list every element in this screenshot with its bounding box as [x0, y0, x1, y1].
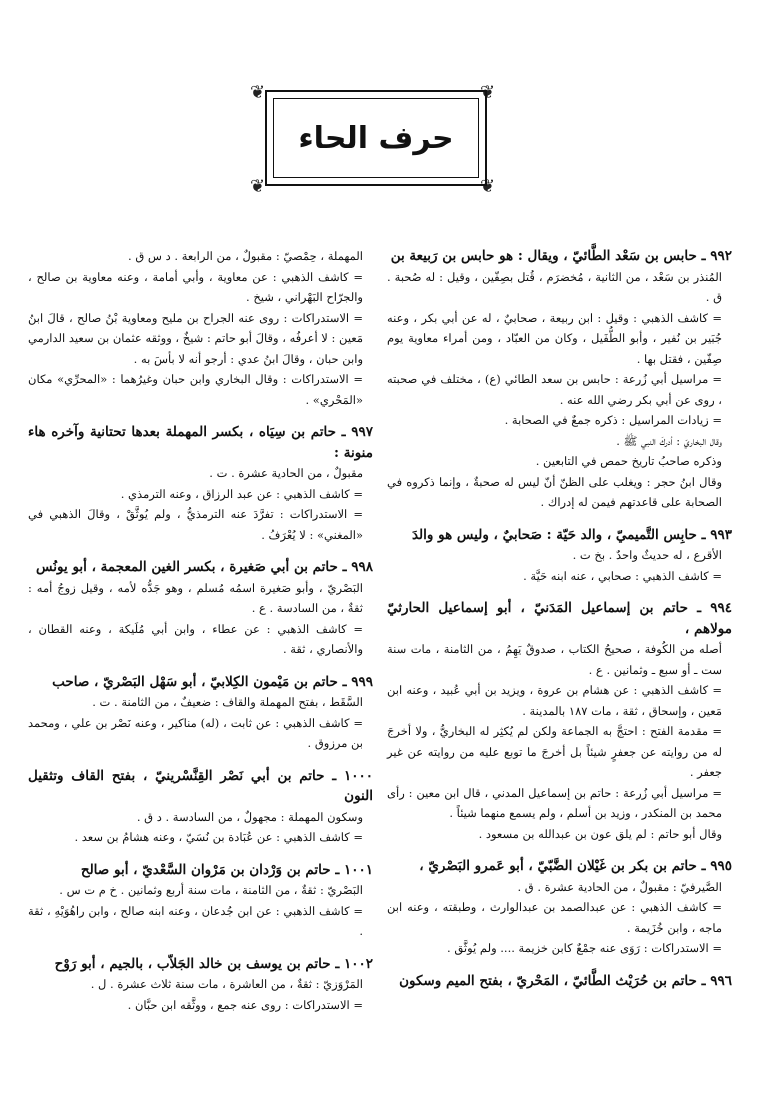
entry	[28, 672, 373, 754]
chapter-header-frame	[265, 90, 487, 186]
entry-text: = الاستدراكات : رَوَى عنه جمْعٌ كابن خزيمة .... ولم يُوثَّق .	[447, 941, 722, 955]
entry-heading: ٩٩٩ ـ حاتم بن مَيْمون الكِلابيّ ، أبو سَهْل البَصْريّ ، صاحب	[52, 673, 373, 690]
entry-text: = كاشف الذهبي : عن معاوية ، وأبي أمامة ، وعنه معاوية بن صالح ، والجرّاح البَهْراني ، شيخ .	[28, 269, 363, 304]
entry-text: وقال البخاريّ : أدركَ النبي ﷺ .	[616, 433, 722, 448]
entry	[28, 246, 373, 410]
entry-text: المَرْوَزيّ : ثقةٌ ، من العاشرة ، مات سنة ثلاث عشرة . ل .	[90, 977, 363, 991]
entry-heading: ١٠٠٢ ـ حاتم بن يوسف بن خالد الجَلاّب ، بالجيم ، أبو رَوْح	[54, 955, 373, 972]
entry-text: = كاشف الذهبي : عن عبدالصمد بن عبدالوارث ، وطبقته ، وعنه ابن ماجه ، وابن خُزَيمة .	[387, 900, 722, 935]
entry	[28, 954, 373, 1016]
entry-heading: ١٠٠١ ـ حاتم بن وَرْدان بن مَرْوان السَّعْديّ ، أبو صالح	[80, 861, 373, 878]
entry-heading: ٩٩٢ ـ حابس بن سَعْد الطَّائيّ ، ويقال : هو حابس بن رَبيعة بن	[390, 248, 732, 264]
entry-heading: ٩٩٤ ـ حاتم بن إسماعيل المَدَنيّ ، أبو إسماعيل الحارثيّ مولاهم ،	[387, 600, 732, 637]
entry-text: وقال ابنُ حجر : ويغلب على الظنّ أنّ ليس له صحبةٌ ، وإنما ذكروه في الصحابة على قاعدتهم فيمن له إدراك .	[387, 474, 722, 509]
entry-text: = الاستدراكات : روى عنه جمع ، ووثَّقه ابن حبَّان .	[127, 997, 363, 1012]
corner-ornament-icon: ❦	[480, 82, 496, 103]
entry-heading: ٩٩٧ ـ حاتم بن سِيَاه ، بكسر المهملة بعدها تحتانية وآخره هاء منونة :	[28, 424, 373, 461]
entry-text: مقبولٌ ، من الحادية عشرة . ت .	[209, 466, 363, 480]
entry-text: = كاشف الذهبي : عن عطاء ، وابن أبي مُلَيكة ، وعنه القطان ، والأنصاري ، ثقة .	[28, 621, 363, 656]
entry	[387, 971, 732, 992]
entry-text: = الاستدراكات : وقال البخاري وابن حبان وغيرُهما : «المحرِّي» مكان «المَحْري» .	[28, 372, 363, 407]
entry-heading: ٩٩٦ ـ حاتم بن حُرَيْث الطَّائيّ ، المَحْريّ ، بفتح الميم وسكون	[399, 972, 732, 989]
entry-text: = كاشف الذهبي : عن ثابت ، (له) مناكير ، وعنه نَصْر بن علي ، ومحمد بن مرزوق .	[28, 715, 363, 750]
entry-heading: ٩٩٣ ـ حابِس التَّميميّ ، والد حَيّة : صَحابيٌ ، وليس هو والدَ	[411, 526, 732, 543]
entry	[28, 557, 373, 660]
entry	[387, 856, 732, 959]
entry	[387, 598, 732, 844]
left-column	[28, 234, 373, 1015]
entry	[28, 422, 373, 545]
entry-text: = الاستدراكات : تفرَّدَ عنه الترمذيُّ ، ولم يُوثَّقْ ، وقالَ الذهبي في «المغني» : لا يُعْرَفُ .	[28, 507, 363, 542]
entry-text: = مقدمة الفتح : احتجَّ به الجماعة ولكن لم يُكثِر له البخاريُّ ، ولا أخرجَ له من روايته عن جعفرٍ شيئاً بل أخرجَ ما توبع عليه من روايته عن غير جعفر .	[387, 724, 722, 779]
entry	[387, 246, 732, 513]
entry-text: البَصْريّ ، وأبو صَغيرة اسمُه مُسلم ، وهو جَدُّه لأمه ، وقيل زوجُ أمه : ثقةٌ ، من السادسة . ع .	[28, 580, 363, 615]
entry-heading: ٩٩٨ ـ حاتم بن أبي صَغيرة ، بكسر الغين المعجمة ، أبو يونُس	[36, 559, 373, 575]
entry-text: = كاشف الذهبي : وقيل : ابن ربيعة ، صحابيٌ ، له عن أبي بكر ، وعنه جُبَير بن نُفير ، وأبو الطُّفَيل ، وكان من العبّاد ، ومن أمراء معاوية يوم صِفّين ، فقتل بها .	[387, 310, 722, 366]
entry-text: المهملة ، حِمْصيّ : مقبولٌ ، من الرابعة . د س ق .	[128, 249, 363, 263]
entry-text: = مراسيل أبي زُرعة : حاتم بن إسماعيل المدني ، قال ابن معين : رأى محمد بن المنكدر ، وزيد بن أسلم ، ولم يسمع منهما شيئاً .	[387, 785, 722, 820]
entry	[387, 525, 732, 587]
entry-text: = كاشف الذهبي : صحابي ، عنه ابنه حَيَّة .	[523, 568, 722, 583]
entry-text: وسكون المهملة : مجهولٌ ، من السادسة . د ق .	[136, 809, 363, 824]
entry-text: المُنذر بن سَعْد ، من الثانية ، مُخضرَم ، قُتل بصِفّين ، وقيل : له صُحبة . ق .	[387, 269, 722, 304]
entry-text: البَصْريّ : ثقةٌ ، من الثامنة ، مات سنة أربع وثمانين . خ م ت س .	[59, 883, 363, 897]
entry-text: = الاستدراكات : روى عنه الجراح بن مليح ومعاوية بْنُ صالح ، قالَ ابنُ مَعين : لا أعرفُه ، وقالَ أبو حاتم : شيخٌ ، ووثقه عثمان بن سعيد الدارمي وابن حبان ، وقالَ ابنُ عدي : أرجو أنه لا بأسَ به .	[28, 310, 363, 366]
entry-text: = كاشف الذهبي : عن عُبَادة بن نُسَيّ ، وعنه هشامُ بن سعد .	[74, 830, 363, 844]
entry-heading: ١٠٠٠ ـ حاتم بن أبي نَصْر القِنَّسْرينيّ ، بفتح القاف وتثقيل النون	[28, 767, 373, 804]
entry-text: = كاشف الذهبي : عن هشام بن عروة ، ويزيد بن أبي عُبيد ، وعنه ابن مَعين ، وإسحاق ، ثقة ، مات ١٨٧ بالمدينة .	[387, 683, 722, 718]
entry-text: أصله من الكُوفة ، صحيحُ الكتاب ، صدوقٌ يَهِمُ ، من الثامنة ، مات سنة ست ـ أو سبع ـ وثمانين . ع .	[387, 642, 722, 677]
entry-text: = زيادات المراسيل : ذكره جمعٌ في الصحابة .	[504, 413, 722, 427]
entry-text: الأقرع ، له حديثٌ واحدٌ . بخ ت .	[572, 548, 722, 562]
corner-ornament-icon: ❦	[480, 176, 496, 197]
entry	[28, 766, 373, 848]
entry-heading: ٩٩٥ ـ حاتم بن بكر بن غَيْلان الضَّبّيّ ، أبو عَمرو البَصْريّ ،	[419, 858, 732, 874]
entry-text: الصَّيرفيّ : مقبولٌ ، من الحادية عشرة . ق .	[517, 879, 722, 894]
entry-text: = مراسيل أبي زُرعة : حابس بن سعد الطائي (ع) ، مختلف في صحبته ، روى عن أبي بكر رضي الله عنه .	[387, 372, 722, 407]
corner-ornament-icon: ❦	[250, 82, 266, 103]
entry-text: وذكره صاحبُ تاريخ حمص في التابعين .	[535, 454, 722, 468]
entry-text: = كاشف الذهبي : عن عبد الرزاق ، وعنه الترمذي .	[120, 486, 363, 501]
corner-ornament-icon: ❦	[250, 176, 266, 197]
entry-text: وقال أبو حاتم : لم يلق عون بن عبدالله بن مسعود .	[478, 826, 722, 841]
entry	[28, 860, 373, 942]
chapter-title: حرف الحاء	[298, 120, 454, 156]
right-column	[387, 234, 732, 991]
entry-text: السَّقَط ، بفتح المهملة والقاف : ضعيفٌ ، من الثامنة . ت .	[92, 695, 363, 709]
entry-text: = كاشف الذهبي : عن ابن جُدعان ، وعنه ابنه صالح ، وابن راهُوَيْهِ ، ثقة .	[28, 903, 363, 938]
